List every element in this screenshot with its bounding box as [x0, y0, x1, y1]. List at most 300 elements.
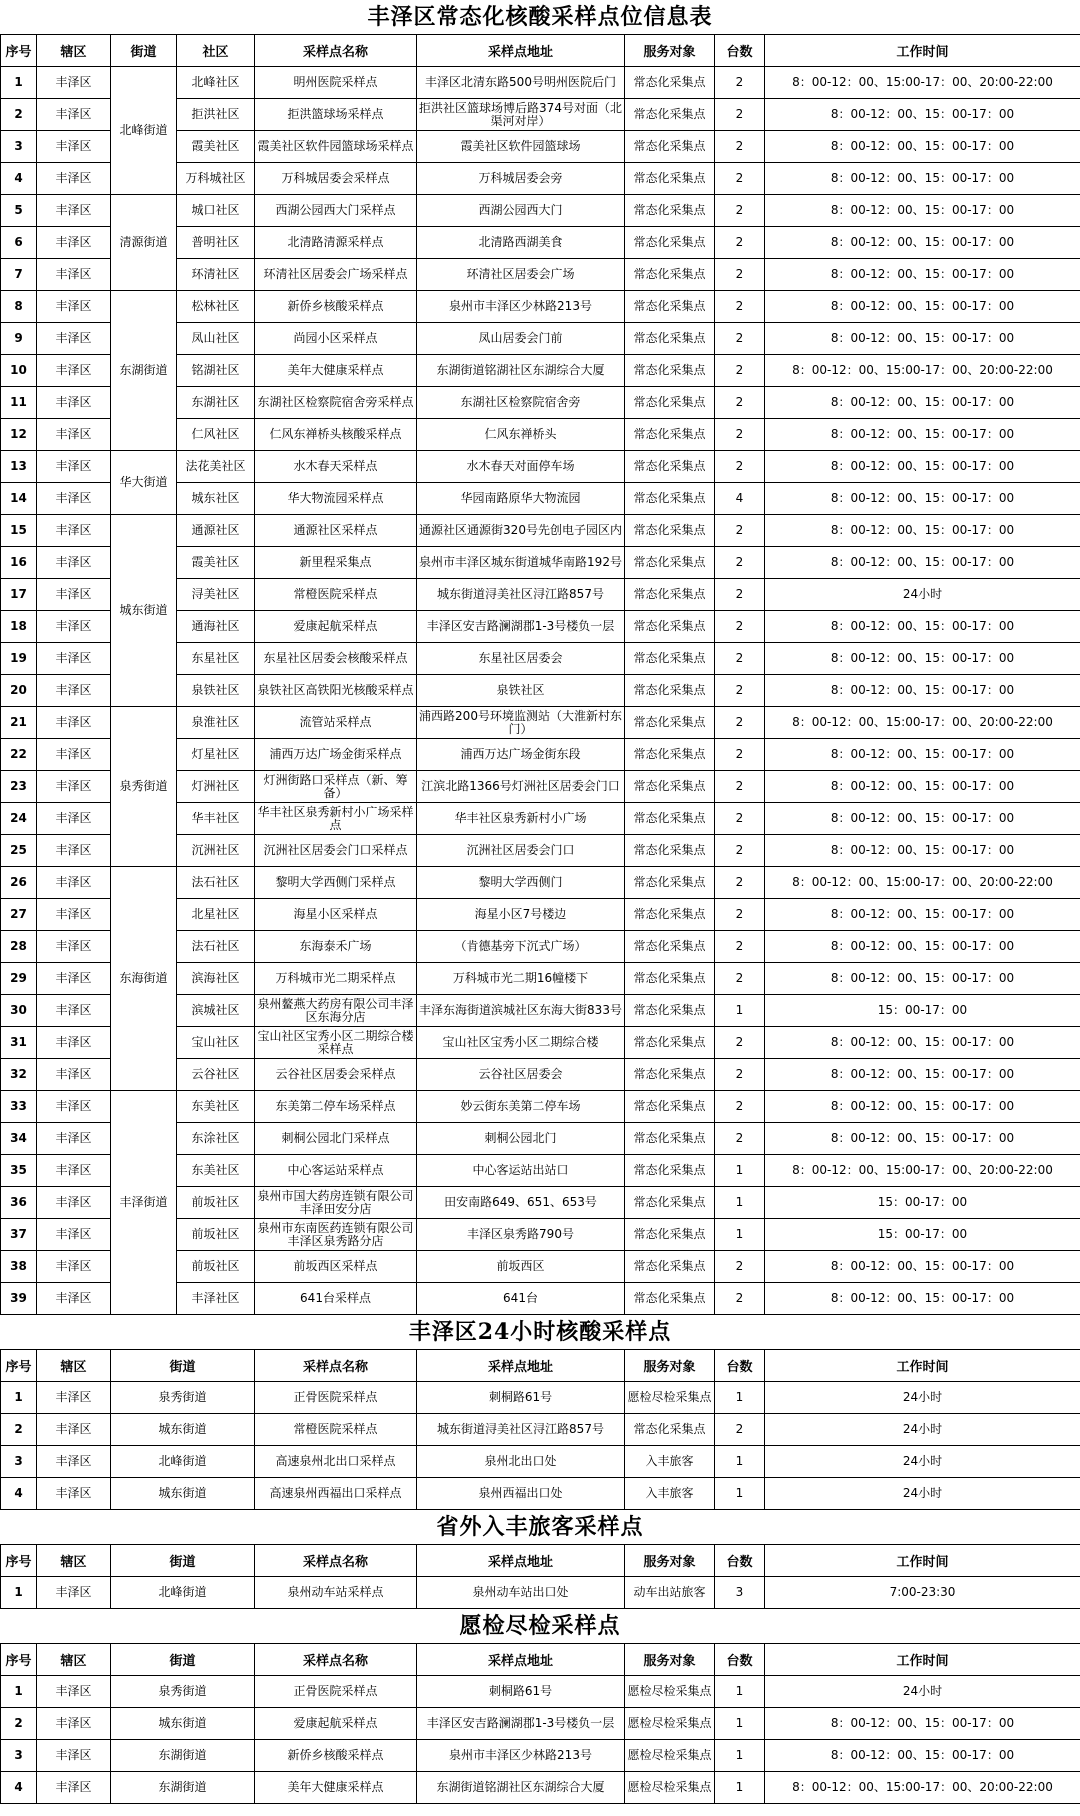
street: 泉秀街道 — [111, 707, 177, 867]
row-number: 17 — [1, 579, 37, 611]
column-header: 采样点名称 — [255, 1644, 417, 1676]
row-number: 38 — [1, 1251, 37, 1283]
column-header: 采样点地址 — [417, 1644, 625, 1676]
site-address: 妙云街东美第二停车场 — [417, 1091, 625, 1123]
site-address: 拒洪社区篮球场博后路374号对面（北渠河对岸） — [417, 99, 625, 131]
service-target: 常态化采集点 — [625, 163, 715, 195]
working-hours: 8：00-12：00、15：00-17：00 — [765, 1740, 1080, 1772]
site-address: 水木春天对面停车场 — [417, 451, 625, 483]
working-hours: 8：00-12：00、15：00-17：00 — [765, 835, 1080, 867]
street: 东湖街道 — [111, 1740, 255, 1772]
service-target: 常态化采集点 — [625, 515, 715, 547]
district: 丰泽区 — [37, 1283, 111, 1315]
community: 滨海社区 — [177, 963, 255, 995]
community: 万科城社区 — [177, 163, 255, 195]
district: 丰泽区 — [37, 355, 111, 387]
community: 前坂社区 — [177, 1187, 255, 1219]
community: 滨城社区 — [177, 995, 255, 1027]
site-address: 东湖社区检察院宿舍旁 — [417, 387, 625, 419]
device-count: 1 — [715, 1478, 765, 1510]
district: 丰泽区 — [37, 1155, 111, 1187]
site-name: 正骨医院采样点 — [255, 1676, 417, 1708]
site-name: 仁风东禅桥头核酸采样点 — [255, 419, 417, 451]
community: 松林社区 — [177, 291, 255, 323]
community: 北星社区 — [177, 899, 255, 931]
service-target: 常态化采集点 — [625, 323, 715, 355]
working-hours: 8：00-12：00、15：00-17：00 — [765, 611, 1080, 643]
service-target: 常态化采集点 — [625, 1155, 715, 1187]
district: 丰泽区 — [37, 131, 111, 163]
district: 丰泽区 — [37, 579, 111, 611]
site-address: 城东街道浔美社区浔江路857号 — [417, 579, 625, 611]
working-hours: 8：00-12：00、15：00-17：00 — [765, 195, 1080, 227]
column-header: 工作时间 — [765, 35, 1080, 67]
working-hours: 8：00-12：00、15：00-17：00 — [765, 643, 1080, 675]
site-name: 宝山社区宝秀小区二期综合楼采样点 — [255, 1027, 417, 1059]
community: 城口社区 — [177, 195, 255, 227]
community: 法石社区 — [177, 867, 255, 899]
district: 丰泽区 — [37, 835, 111, 867]
row-number: 29 — [1, 963, 37, 995]
district: 丰泽区 — [37, 1123, 111, 1155]
service-target: 常态化采集点 — [625, 99, 715, 131]
working-hours: 8：00-12：00、15:00-17：00、20:00-22:00 — [765, 1155, 1080, 1187]
device-count: 2 — [715, 419, 765, 451]
working-hours: 8：00-12：00、15：00-17：00 — [765, 1027, 1080, 1059]
row-number: 5 — [1, 195, 37, 227]
street: 泉秀街道 — [111, 1676, 255, 1708]
column-header: 工作时间 — [765, 1545, 1080, 1577]
district: 丰泽区 — [37, 643, 111, 675]
site-address: 东星社区居委会 — [417, 643, 625, 675]
site-name: 美年大健康采样点 — [255, 1772, 417, 1804]
service-target: 动车出站旅客 — [625, 1577, 715, 1609]
service-target: 常态化采集点 — [625, 355, 715, 387]
working-hours: 8：00-12：00、15：00-17：00 — [765, 483, 1080, 515]
street: 城东街道 — [111, 515, 177, 707]
street: 城东街道 — [111, 1708, 255, 1740]
row-number: 21 — [1, 707, 37, 739]
device-count: 2 — [715, 739, 765, 771]
site-address: 海星小区7号楼边 — [417, 899, 625, 931]
working-hours: 8：00-12：00、15：00-17：00 — [765, 227, 1080, 259]
row-number: 4 — [1, 1772, 37, 1804]
site-address: 丰泽区安吉路澜湖郡1-3号楼负一层 — [417, 611, 625, 643]
district: 丰泽区 — [37, 323, 111, 355]
column-header: 工作时间 — [765, 1350, 1080, 1382]
site-address: 泉州市丰泽区少林路213号 — [417, 291, 625, 323]
district: 丰泽区 — [37, 1219, 111, 1251]
table-volunteer — [0, 1643, 1080, 1804]
row-number: 8 — [1, 291, 37, 323]
site-address: 环清社区居委会广场 — [417, 259, 625, 291]
service-target: 常态化采集点 — [625, 995, 715, 1027]
device-count: 2 — [715, 67, 765, 99]
site-name: 641台采样点 — [255, 1283, 417, 1315]
site-name: 中心客运站采样点 — [255, 1155, 417, 1187]
site-name: 常橙医院采样点 — [255, 1414, 417, 1446]
site-name: 爱康起航采样点 — [255, 1708, 417, 1740]
site-address: 刺桐路61号 — [417, 1382, 625, 1414]
service-target: 常态化采集点 — [625, 1091, 715, 1123]
row-number: 15 — [1, 515, 37, 547]
community: 凤山社区 — [177, 323, 255, 355]
row-number: 20 — [1, 675, 37, 707]
site-address: 西湖公园西大门 — [417, 195, 625, 227]
community: 拒洪社区 — [177, 99, 255, 131]
site-address: 刺桐路61号 — [417, 1676, 625, 1708]
row-number: 10 — [1, 355, 37, 387]
working-hours: 8：00-12：00、15:00-17：00、20:00-22:00 — [765, 67, 1080, 99]
table-row — [1, 1676, 1080, 1708]
street: 东湖街道 — [111, 291, 177, 451]
table-row — [1, 291, 1080, 323]
community: 泉铁社区 — [177, 675, 255, 707]
service-target: 常态化采集点 — [625, 643, 715, 675]
district: 丰泽区 — [37, 1027, 111, 1059]
table-row — [1, 195, 1080, 227]
service-target: 常态化采集点 — [625, 771, 715, 803]
working-hours: 24小时 — [765, 1382, 1080, 1414]
device-count: 2 — [715, 963, 765, 995]
table-volunteer-body — [1, 1676, 1080, 1804]
device-count: 2 — [715, 771, 765, 803]
street: 华大街道 — [111, 451, 177, 515]
street: 北峰街道 — [111, 67, 177, 195]
site-address: 泉州北出口处 — [417, 1446, 625, 1478]
working-hours: 8：00-12：00、15：00-17：00 — [765, 291, 1080, 323]
title-24h: 丰泽区24小时核酸采样点 — [408, 1319, 672, 1345]
row-number: 33 — [1, 1091, 37, 1123]
table-row — [1, 451, 1080, 483]
street: 东湖街道 — [111, 1772, 255, 1804]
district: 丰泽区 — [37, 707, 111, 739]
device-count: 2 — [715, 1091, 765, 1123]
row-number: 18 — [1, 611, 37, 643]
community: 东涂社区 — [177, 1123, 255, 1155]
column-header: 采样点地址 — [417, 1545, 625, 1577]
device-count: 2 — [715, 803, 765, 835]
community: 泉淮社区 — [177, 707, 255, 739]
service-target: 常态化采集点 — [625, 675, 715, 707]
device-count: 2 — [715, 867, 765, 899]
row-number: 2 — [1, 1414, 37, 1446]
working-hours: 7:00-23:30 — [765, 1577, 1080, 1609]
column-header: 采样点名称 — [255, 1350, 417, 1382]
column-header: 台数 — [715, 35, 765, 67]
device-count: 1 — [715, 995, 765, 1027]
district: 丰泽区 — [37, 611, 111, 643]
district: 丰泽区 — [37, 771, 111, 803]
column-header: 服务对象 — [625, 35, 715, 67]
device-count: 2 — [715, 611, 765, 643]
district: 丰泽区 — [37, 899, 111, 931]
street: 北峰街道 — [111, 1446, 255, 1478]
row-number: 1 — [1, 1577, 37, 1609]
column-header: 序号 — [1, 35, 37, 67]
site-address: 华丰社区泉秀新村小广场 — [417, 803, 625, 835]
working-hours: 8：00-12：00、15：00-17：00 — [765, 771, 1080, 803]
community: 前坂社区 — [177, 1251, 255, 1283]
working-hours: 24小时 — [765, 1446, 1080, 1478]
service-target: 常态化采集点 — [625, 963, 715, 995]
column-header: 序号 — [1, 1350, 37, 1382]
working-hours: 8：00-12：00、15：00-17：00 — [765, 1251, 1080, 1283]
site-name: 灯洲街路口采样点（新、筹备） — [255, 771, 417, 803]
row-number: 12 — [1, 419, 37, 451]
device-count: 2 — [715, 707, 765, 739]
site-name: 前坂西区采样点 — [255, 1251, 417, 1283]
row-number: 3 — [1, 1740, 37, 1772]
site-address: 万科城市光二期16幢楼下 — [417, 963, 625, 995]
device-count: 2 — [715, 291, 765, 323]
table-row — [1, 1740, 1080, 1772]
table-row — [1, 1708, 1080, 1740]
main-table-body — [1, 67, 1080, 1315]
working-hours: 8：00-12：00、15：00-17：00 — [765, 675, 1080, 707]
working-hours: 8：00-12：00、15：00-17：00 — [765, 323, 1080, 355]
row-number: 14 — [1, 483, 37, 515]
row-number: 1 — [1, 1676, 37, 1708]
title-volunteer: 愿检尽检采样点 — [459, 1613, 621, 1639]
working-hours: 8：00-12：00、15：00-17：00 — [765, 739, 1080, 771]
device-count: 2 — [715, 451, 765, 483]
working-hours: 8：00-12：00、15：00-17：00 — [765, 451, 1080, 483]
site-address: 仁风东禅桥头 — [417, 419, 625, 451]
device-count: 4 — [715, 483, 765, 515]
table-row — [1, 1772, 1080, 1804]
device-count: 2 — [715, 323, 765, 355]
site-name: 东海泰禾广场 — [255, 931, 417, 963]
street: 清源街道 — [111, 195, 177, 291]
table-row — [1, 1446, 1080, 1478]
column-header: 街道 — [111, 1644, 255, 1676]
device-count: 2 — [715, 1283, 765, 1315]
working-hours: 24小时 — [765, 1414, 1080, 1446]
row-number: 3 — [1, 1446, 37, 1478]
site-address: 田安南路649、651、653号 — [417, 1187, 625, 1219]
street: 北峰街道 — [111, 1577, 255, 1609]
community: 通海社区 — [177, 611, 255, 643]
working-hours: 8：00-12：00、15：00-17：00 — [765, 1123, 1080, 1155]
street: 泉秀街道 — [111, 1382, 255, 1414]
community: 法花美社区 — [177, 451, 255, 483]
site-name: 泉州鳌燕大药房有限公司丰泽区东海分店 — [255, 995, 417, 1027]
community: 前坂社区 — [177, 1219, 255, 1251]
service-target: 常态化采集点 — [625, 1059, 715, 1091]
table-row — [1, 1091, 1080, 1123]
site-address: 沉洲社区居委会门口 — [417, 835, 625, 867]
device-count: 2 — [715, 99, 765, 131]
site-name: 西湖公园西大门采样点 — [255, 195, 417, 227]
site-address: 泉州市丰泽区少林路213号 — [417, 1740, 625, 1772]
community: 浔美社区 — [177, 579, 255, 611]
site-name: 沉洲社区居委会门口采样点 — [255, 835, 417, 867]
district: 丰泽区 — [37, 1740, 111, 1772]
site-name: 流管站采样点 — [255, 707, 417, 739]
district: 丰泽区 — [37, 739, 111, 771]
community: 东美社区 — [177, 1091, 255, 1123]
table-row — [1, 1414, 1080, 1446]
row-number: 11 — [1, 387, 37, 419]
district: 丰泽区 — [37, 515, 111, 547]
community: 沉洲社区 — [177, 835, 255, 867]
site-name: 尚园小区采样点 — [255, 323, 417, 355]
working-hours: 8：00-12：00、15：00-17：00 — [765, 1283, 1080, 1315]
community: 北峰社区 — [177, 67, 255, 99]
service-target: 愿检尽检采集点 — [625, 1382, 715, 1414]
main-header-row — [1, 35, 1080, 67]
site-name: 东湖社区检察院宿舍旁采样点 — [255, 387, 417, 419]
community: 丰泽社区 — [177, 1283, 255, 1315]
working-hours: 8：00-12：00、15：00-17：00 — [765, 547, 1080, 579]
district: 丰泽区 — [37, 1414, 111, 1446]
community: 普明社区 — [177, 227, 255, 259]
site-name: 环清社区居委会广场采样点 — [255, 259, 417, 291]
community: 通源社区 — [177, 515, 255, 547]
device-count: 2 — [715, 355, 765, 387]
community: 华丰社区 — [177, 803, 255, 835]
table-row — [1, 1577, 1080, 1609]
row-number: 9 — [1, 323, 37, 355]
device-count: 1 — [715, 1446, 765, 1478]
community: 霞美社区 — [177, 547, 255, 579]
site-address: 东湖街道铭湖社区东湖综合大厦 — [417, 1772, 625, 1804]
row-number: 31 — [1, 1027, 37, 1059]
table-24h-header-row — [1, 1350, 1080, 1382]
district: 丰泽区 — [37, 867, 111, 899]
community: 仁风社区 — [177, 419, 255, 451]
district: 丰泽区 — [37, 1251, 111, 1283]
service-target: 常态化采集点 — [625, 451, 715, 483]
district: 丰泽区 — [37, 1091, 111, 1123]
title-outside: 省外入丰旅客采样点 — [436, 1514, 644, 1540]
column-header: 辖区 — [37, 1545, 111, 1577]
service-target: 常态化采集点 — [625, 1283, 715, 1315]
row-number: 35 — [1, 1155, 37, 1187]
site-address: 刺桐公园北门 — [417, 1123, 625, 1155]
community: 铭湖社区 — [177, 355, 255, 387]
row-number: 13 — [1, 451, 37, 483]
district: 丰泽区 — [37, 483, 111, 515]
device-count: 2 — [715, 1414, 765, 1446]
community: 云谷社区 — [177, 1059, 255, 1091]
working-hours: 15：00-17：00 — [765, 1219, 1080, 1251]
table-outside — [0, 1544, 1080, 1609]
district: 丰泽区 — [37, 1708, 111, 1740]
row-number: 37 — [1, 1219, 37, 1251]
working-hours: 8：00-12：00、15：00-17：00 — [765, 803, 1080, 835]
column-header: 街道 — [111, 1545, 255, 1577]
column-header: 序号 — [1, 1644, 37, 1676]
working-hours: 8：00-12：00、15：00-17：00 — [765, 419, 1080, 451]
site-name: 泉州动车站采样点 — [255, 1577, 417, 1609]
service-target: 愿检尽检采集点 — [625, 1676, 715, 1708]
site-name: 云谷社区居委会采样点 — [255, 1059, 417, 1091]
community: 东美社区 — [177, 1155, 255, 1187]
working-hours: 8：00-12：00、15：00-17：00 — [765, 515, 1080, 547]
main-table — [0, 34, 1080, 1315]
working-hours: 8：00-12：00、15：00-17：00 — [765, 1091, 1080, 1123]
site-address: 泉州西福出口处 — [417, 1478, 625, 1510]
district: 丰泽区 — [37, 195, 111, 227]
working-hours: 8：00-12：00、15：00-17：00 — [765, 963, 1080, 995]
row-number: 19 — [1, 643, 37, 675]
row-number: 1 — [1, 1382, 37, 1414]
site-name: 高速泉州北出口采样点 — [255, 1446, 417, 1478]
service-target: 常态化采集点 — [625, 387, 715, 419]
site-address: 浦西路200号环境监测站（大淮新村东门） — [417, 707, 625, 739]
site-name: 新侨乡核酸采样点 — [255, 1740, 417, 1772]
device-count: 2 — [715, 643, 765, 675]
device-count: 2 — [715, 675, 765, 707]
service-target: 愿检尽检采集点 — [625, 1740, 715, 1772]
column-header: 辖区 — [37, 1350, 111, 1382]
row-number: 22 — [1, 739, 37, 771]
column-header: 服务对象 — [625, 1350, 715, 1382]
site-name: 黎明大学西侧门采样点 — [255, 867, 417, 899]
working-hours: 8：00-12：00、15：00-17：00 — [765, 931, 1080, 963]
column-header: 服务对象 — [625, 1545, 715, 1577]
district: 丰泽区 — [37, 1382, 111, 1414]
column-header: 工作时间 — [765, 1644, 1080, 1676]
row-number: 39 — [1, 1283, 37, 1315]
device-count: 1 — [715, 1219, 765, 1251]
site-name: 东美第二停车场采样点 — [255, 1091, 417, 1123]
device-count: 2 — [715, 195, 765, 227]
row-number: 16 — [1, 547, 37, 579]
site-name: 水木春天采样点 — [255, 451, 417, 483]
device-count: 1 — [715, 1708, 765, 1740]
district: 丰泽区 — [37, 1772, 111, 1804]
district: 丰泽区 — [37, 1676, 111, 1708]
service-target: 常态化采集点 — [625, 195, 715, 227]
row-number: 36 — [1, 1187, 37, 1219]
row-number: 2 — [1, 1708, 37, 1740]
site-name: 拒洪篮球场采样点 — [255, 99, 417, 131]
service-target: 愿检尽检采集点 — [625, 1772, 715, 1804]
site-name: 万科城市光二期采样点 — [255, 963, 417, 995]
site-address: 凤山居委会门前 — [417, 323, 625, 355]
working-hours: 8：00-12：00、15：00-17：00 — [765, 387, 1080, 419]
main-title: 丰泽区常态化核酸采样点位信息表 — [367, 4, 713, 30]
site-address: 万科城居委会旁 — [417, 163, 625, 195]
site-address: 641台 — [417, 1283, 625, 1315]
site-address: 宝山社区宝秀小区二期综合楼 — [417, 1027, 625, 1059]
device-count: 1 — [715, 1740, 765, 1772]
working-hours: 8：00-12：00、15：00-17：00 — [765, 1708, 1080, 1740]
site-name: 华丰社区泉秀新村小广场采样点 — [255, 803, 417, 835]
working-hours: 8：00-12：00、15:00-17：00、20:00-22:00 — [765, 867, 1080, 899]
device-count: 1 — [715, 1187, 765, 1219]
device-count: 2 — [715, 1123, 765, 1155]
device-count: 2 — [715, 1059, 765, 1091]
community: 东星社区 — [177, 643, 255, 675]
site-name: 爱康起航采样点 — [255, 611, 417, 643]
district: 丰泽区 — [37, 931, 111, 963]
community: 法石社区 — [177, 931, 255, 963]
working-hours: 8：00-12：00、15:00-17：00、20:00-22:00 — [765, 355, 1080, 387]
site-name: 明州医院采样点 — [255, 67, 417, 99]
site-name: 通源社区采样点 — [255, 515, 417, 547]
service-target: 常态化采集点 — [625, 131, 715, 163]
working-hours: 8：00-12：00、15：00-17：00 — [765, 899, 1080, 931]
service-target: 常态化采集点 — [625, 1123, 715, 1155]
district: 丰泽区 — [37, 963, 111, 995]
site-address: 泉铁社区 — [417, 675, 625, 707]
working-hours: 8：00-12：00、15：00-17：00 — [765, 163, 1080, 195]
column-header: 台数 — [715, 1644, 765, 1676]
